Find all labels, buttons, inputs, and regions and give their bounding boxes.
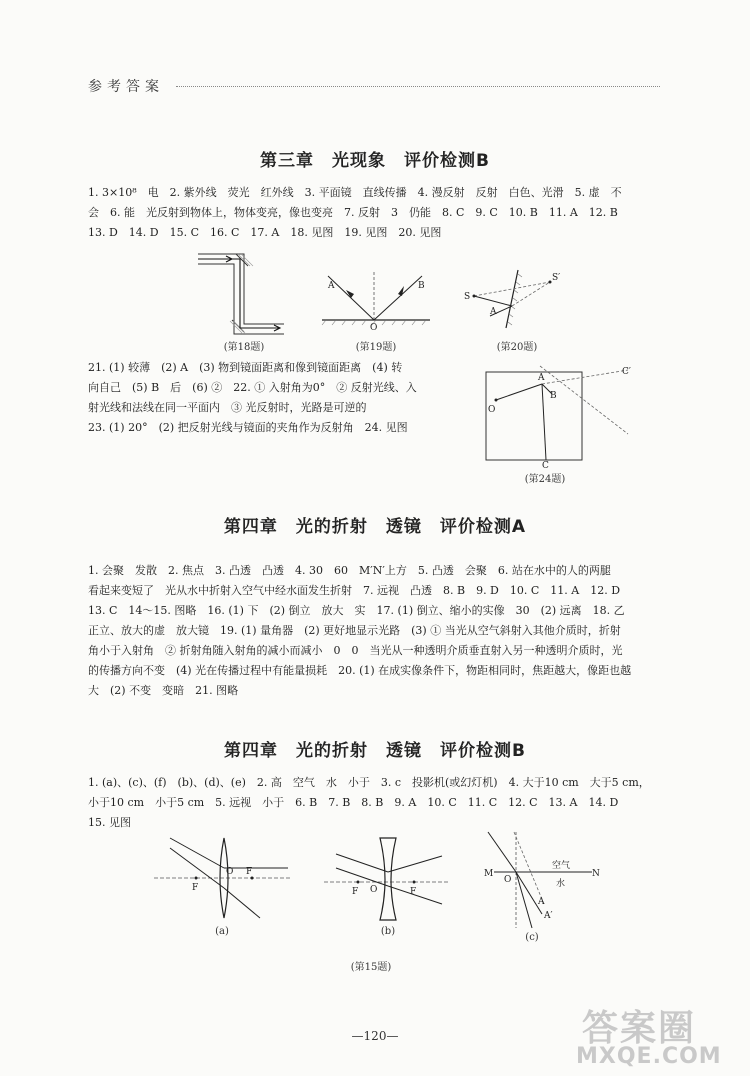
answer-line: 看起来变短了 光从水中折射入空气中经水面发生折射 7. 远视 凸透 8. B 9. D 10. C 11. A 12. D [88, 584, 621, 597]
watermark-text: 答案圈 [582, 1008, 697, 1049]
answers-ch3-b-part2 [88, 358, 417, 438]
fig15c-label-o: O [504, 875, 512, 885]
answer-line: 21. (1) 较薄 (2) A (3) 物到镜面距离和像到镜面距离 (4) 转 [88, 361, 403, 374]
fig24-label-a: A [538, 373, 545, 383]
figure-18 [196, 250, 292, 336]
section-title-ch3-b: 第三章 光现象 评价检测B [260, 151, 490, 171]
fig15c-label-m: M [484, 869, 494, 879]
figure-19-caption: (第19题) [355, 342, 397, 353]
fig15b-label-f-right: F [410, 887, 417, 897]
fig24-label-c: C [542, 461, 549, 468]
fig15b-label-o: O [370, 885, 378, 895]
fig15a-label-f-right: F [246, 867, 253, 877]
fig15c-label-air: 空气 [552, 861, 571, 871]
header-label: 参考答案 [88, 79, 164, 95]
page-header [88, 76, 660, 96]
answer-line: 23. (1) 20° (2) 把反射光线与镜面的夹角作为反射角 24. 见图 [88, 421, 408, 434]
watermark [572, 1000, 750, 1076]
answer-line: 1. 3×10⁸ 电 2. 紫外线 荧光 红外线 3. 平面镜 直线传播 4. 漫反射 反射 白色、光滑 5. 虚 不 [88, 186, 622, 199]
fig19-label-b: B [418, 281, 425, 291]
figure-15c-caption: (c) [525, 932, 539, 943]
answers-ch4-b [88, 773, 650, 833]
figure-15b-caption: (b) [380, 926, 396, 937]
figure-15c [480, 828, 600, 932]
answers-ch3-b-part1 [88, 183, 622, 243]
fig15c-label-a: A [538, 897, 545, 907]
fig15a-label-f-left: F [192, 883, 199, 893]
fig24-label-b: B [550, 391, 557, 401]
figure-15a [152, 834, 292, 924]
fig20-label-s-prime: S′ [552, 273, 561, 283]
fig15c-label-water: 水 [556, 879, 566, 889]
answer-line: 射光线和法线在同一平面内 ③ 光反射时，光路是可逆的 [88, 401, 367, 414]
figure-20-caption: (第20题) [496, 342, 538, 353]
answer-line: 大 (2) 不变 变暗 21. 图略 [88, 684, 239, 697]
figure-18-caption: (第18题) [223, 342, 265, 353]
answer-line: 13. D 14. D 15. C 16. C 17. A 18. 见图 19. 见图 20. 见图 [88, 226, 442, 239]
answer-line: 13. C 14～15. 图略 16. (1) 下 (2) 倒立 放大 实 17. (1) 倒立、缩小的实像 30 (2) 远离 18. 乙 [88, 604, 625, 617]
answer-line: 会 6. 能 光反射到物体上，物体变亮，像也变亮 7. 反射 3 仍能 8. C 9. C 10. B 11. A 12. B [88, 206, 618, 219]
answer-line: 15. 见图 [88, 816, 131, 829]
answer-line: 向自己 (5) B 后 (6) ② 22. ① 入射角为0° ② 反射光线、入 [88, 381, 417, 394]
figure-24-caption: (第24题) [524, 474, 566, 485]
fig24-label-c-prime: C′ [622, 367, 631, 377]
page-number: —120— [351, 1029, 399, 1043]
section-title-ch4-b: 第四章 光的折射 透镜 评价检测B [224, 741, 526, 761]
fig15c-label-n: N [592, 869, 600, 879]
answers-ch4-a [88, 561, 631, 701]
fig20-label-a: A [490, 307, 497, 317]
figure-24 [480, 364, 640, 468]
answer-line: 的传播方向不变 (4) 光在传播过程中有能量损耗 20. (1) 在成实像条件下，物距相同时，焦距越大，像距也越 [88, 664, 632, 677]
fig15c-label-a-prime: A′ [544, 911, 553, 921]
figure-19 [318, 268, 434, 330]
figure-20 [462, 266, 572, 332]
figure-15b [322, 834, 452, 924]
answer-line: 1. (a)、(c)、(f) (b)、(d)、(e) 2. 高 空气 水 小于 3. c 投影机(或幻灯机) 4. 大于10 cm 大于5 cm， [88, 776, 650, 789]
answer-line: 角小于入射角 ② 折射角随入射角的减小而减小 0 0 当光从一种透明介质垂直射入另一种透明介质时，光 [88, 644, 623, 657]
figure-15a-caption: (a) [215, 926, 229, 937]
fig15a-label-o: O [226, 867, 234, 877]
section-title-ch4-a: 第四章 光的折射 透镜 评价检测A [223, 517, 527, 537]
answer-line: 正立、放大的虚 放大镜 19. (1) 量角器 (2) 更好地显示光路 (3) ① 当光从空气斜射入其他介质时，折射 [88, 624, 621, 637]
fig19-label-a: A [328, 281, 335, 291]
figure-15-caption: (第15题) [350, 962, 392, 973]
fig24-label-o: O [488, 405, 496, 415]
fig15b-label-f-left: F [352, 887, 359, 897]
fig19-label-o: O [370, 323, 378, 330]
fig20-label-s: S [464, 292, 471, 302]
watermark-url: MXQE.COM [576, 1044, 722, 1069]
header-rule [176, 86, 660, 87]
answer-line: 小于10 cm 小于5 cm 5. 远视 小于 6. B 7. B 8. B 9. A 10. C 11. C 12. C 13. A 14. D [88, 796, 619, 809]
answer-line: 1. 会聚 发散 2. 焦点 3. 凸透 凸透 4. 30 60 M′N′上方 5. 凸透 会聚 6. 站在水中的人的两腿 [88, 564, 611, 577]
